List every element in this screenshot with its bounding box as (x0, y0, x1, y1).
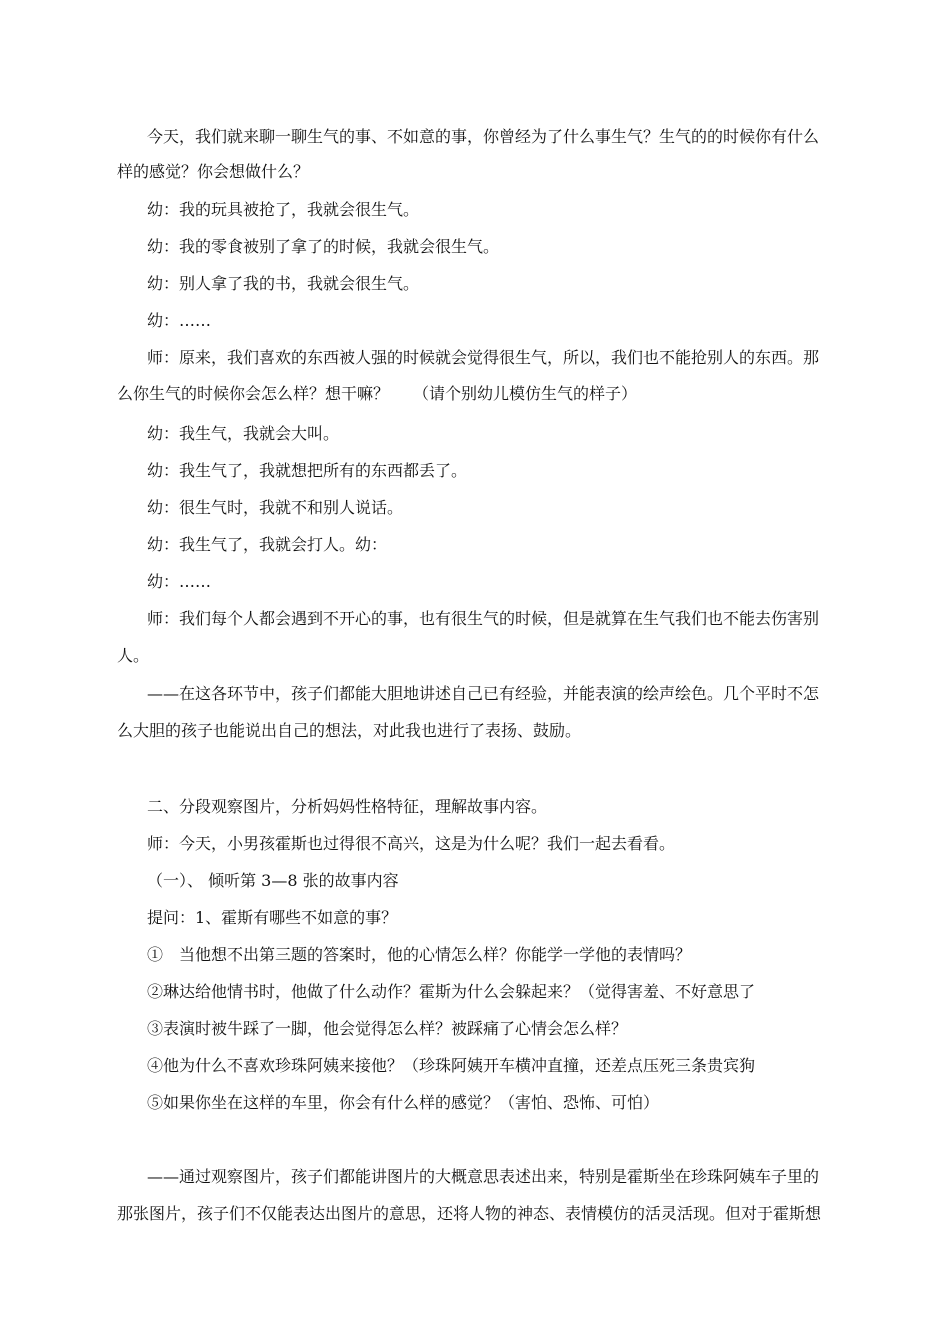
paragraph-intro-line-2: 样的感觉？你会想做什么？ (117, 162, 310, 181)
child-answer-7: 幼：很生气时，我就不和别人说话。 (147, 498, 404, 517)
child-answer-9: 幼：…… (147, 572, 212, 591)
child-answer-1: 幼：我的玩具被抢了，我就会很生气。 (147, 200, 420, 219)
child-answer-8: 幼：我生气了，我就会打人。幼： (147, 535, 388, 554)
paragraph-intro-line-1: 今天，我们就来聊一聊生气的事、不如意的事，你曾经为了什么事生气？生气的的时候你有什么 (147, 127, 820, 146)
teacher-line-1: 师：原来，我们喜欢的东西被人强的时候就会觉得很生气，所以，我们也不能抢别人的东西。那 (147, 348, 820, 367)
child-answer-4: 幼：…… (147, 311, 212, 330)
reflection-line-1: ——在这各环节中，孩子们都能大胆地讲述自己已有经验，并能表演的绘声绘色。几个平时不怎 (147, 684, 820, 703)
child-answer-6: 幼：我生气了，我就想把所有的东西都丢了。 (147, 461, 468, 480)
teacher-line-2: 么你生气的时候你会怎么样？想干嘛？ （请个别幼儿模仿生气的样子） (117, 384, 638, 403)
reflection-line-2: 么大胆的孩子也能说出自己的想法，对此我也进行了表扬、鼓励。 (117, 721, 582, 740)
teacher-intro: 师：今天，小男孩霍斯也过得很不高兴，这是为什么呢？我们一起去看看。 (147, 834, 676, 853)
question-heading: 提问：1、霍斯有哪些不如意的事？ (147, 908, 398, 927)
section-heading: 二、分段观察图片，分析妈妈性格特征，理解故事内容。 (147, 797, 548, 816)
question-3: ③表演时被牛踩了一脚，他会觉得怎么样？被踩痛了心情会怎么样？ (147, 1019, 628, 1038)
child-answer-3: 幼：别人拿了我的书，我就会很生气。 (147, 274, 420, 293)
child-answer-2: 幼：我的零食被别了拿了的时候，我就会很生气。 (147, 237, 500, 256)
reflection2-line-1: ——通过观察图片，孩子们都能讲图片的大概意思表述出来，特别是霍斯坐在珍珠阿姨车子里的 (147, 1167, 820, 1186)
question-5: ⑤如果你坐在这样的车里，你会有什么样的感觉？（害怕、恐怖、可怕） (147, 1093, 660, 1112)
question-4: ④他为什么不喜欢珍珠阿姨来接他？（珍珠阿姨开车横冲直撞，还差点压死三条贵宾狗 (147, 1056, 756, 1075)
question-1: ① 当他想不出第三题的答案时，他的心情怎么样？你能学一学他的表情吗？ (147, 945, 692, 964)
child-answer-5: 幼：我生气，我就会大叫。 (147, 424, 340, 443)
reflection2-line-2: 那张图片，孩子们不仅能表达出图片的意思，还将人物的神态、表情模仿的活灵活现。但对于霍斯想 (117, 1204, 822, 1223)
question-2: ②琳达给他情书时，他做了什么动作？霍斯为什么会躲起来？（觉得害羞、不好意思了 (147, 982, 756, 1001)
teacher-summary-line-2: 人。 (117, 646, 150, 665)
teacher-summary-line-1: 师：我们每个人都会遇到不开心的事，也有很生气的时候，但是就算在生气我们也不能去伤害别 (147, 609, 820, 628)
subsection-heading: （一）、 倾听第 3—8 张的故事内容 (147, 871, 399, 890)
